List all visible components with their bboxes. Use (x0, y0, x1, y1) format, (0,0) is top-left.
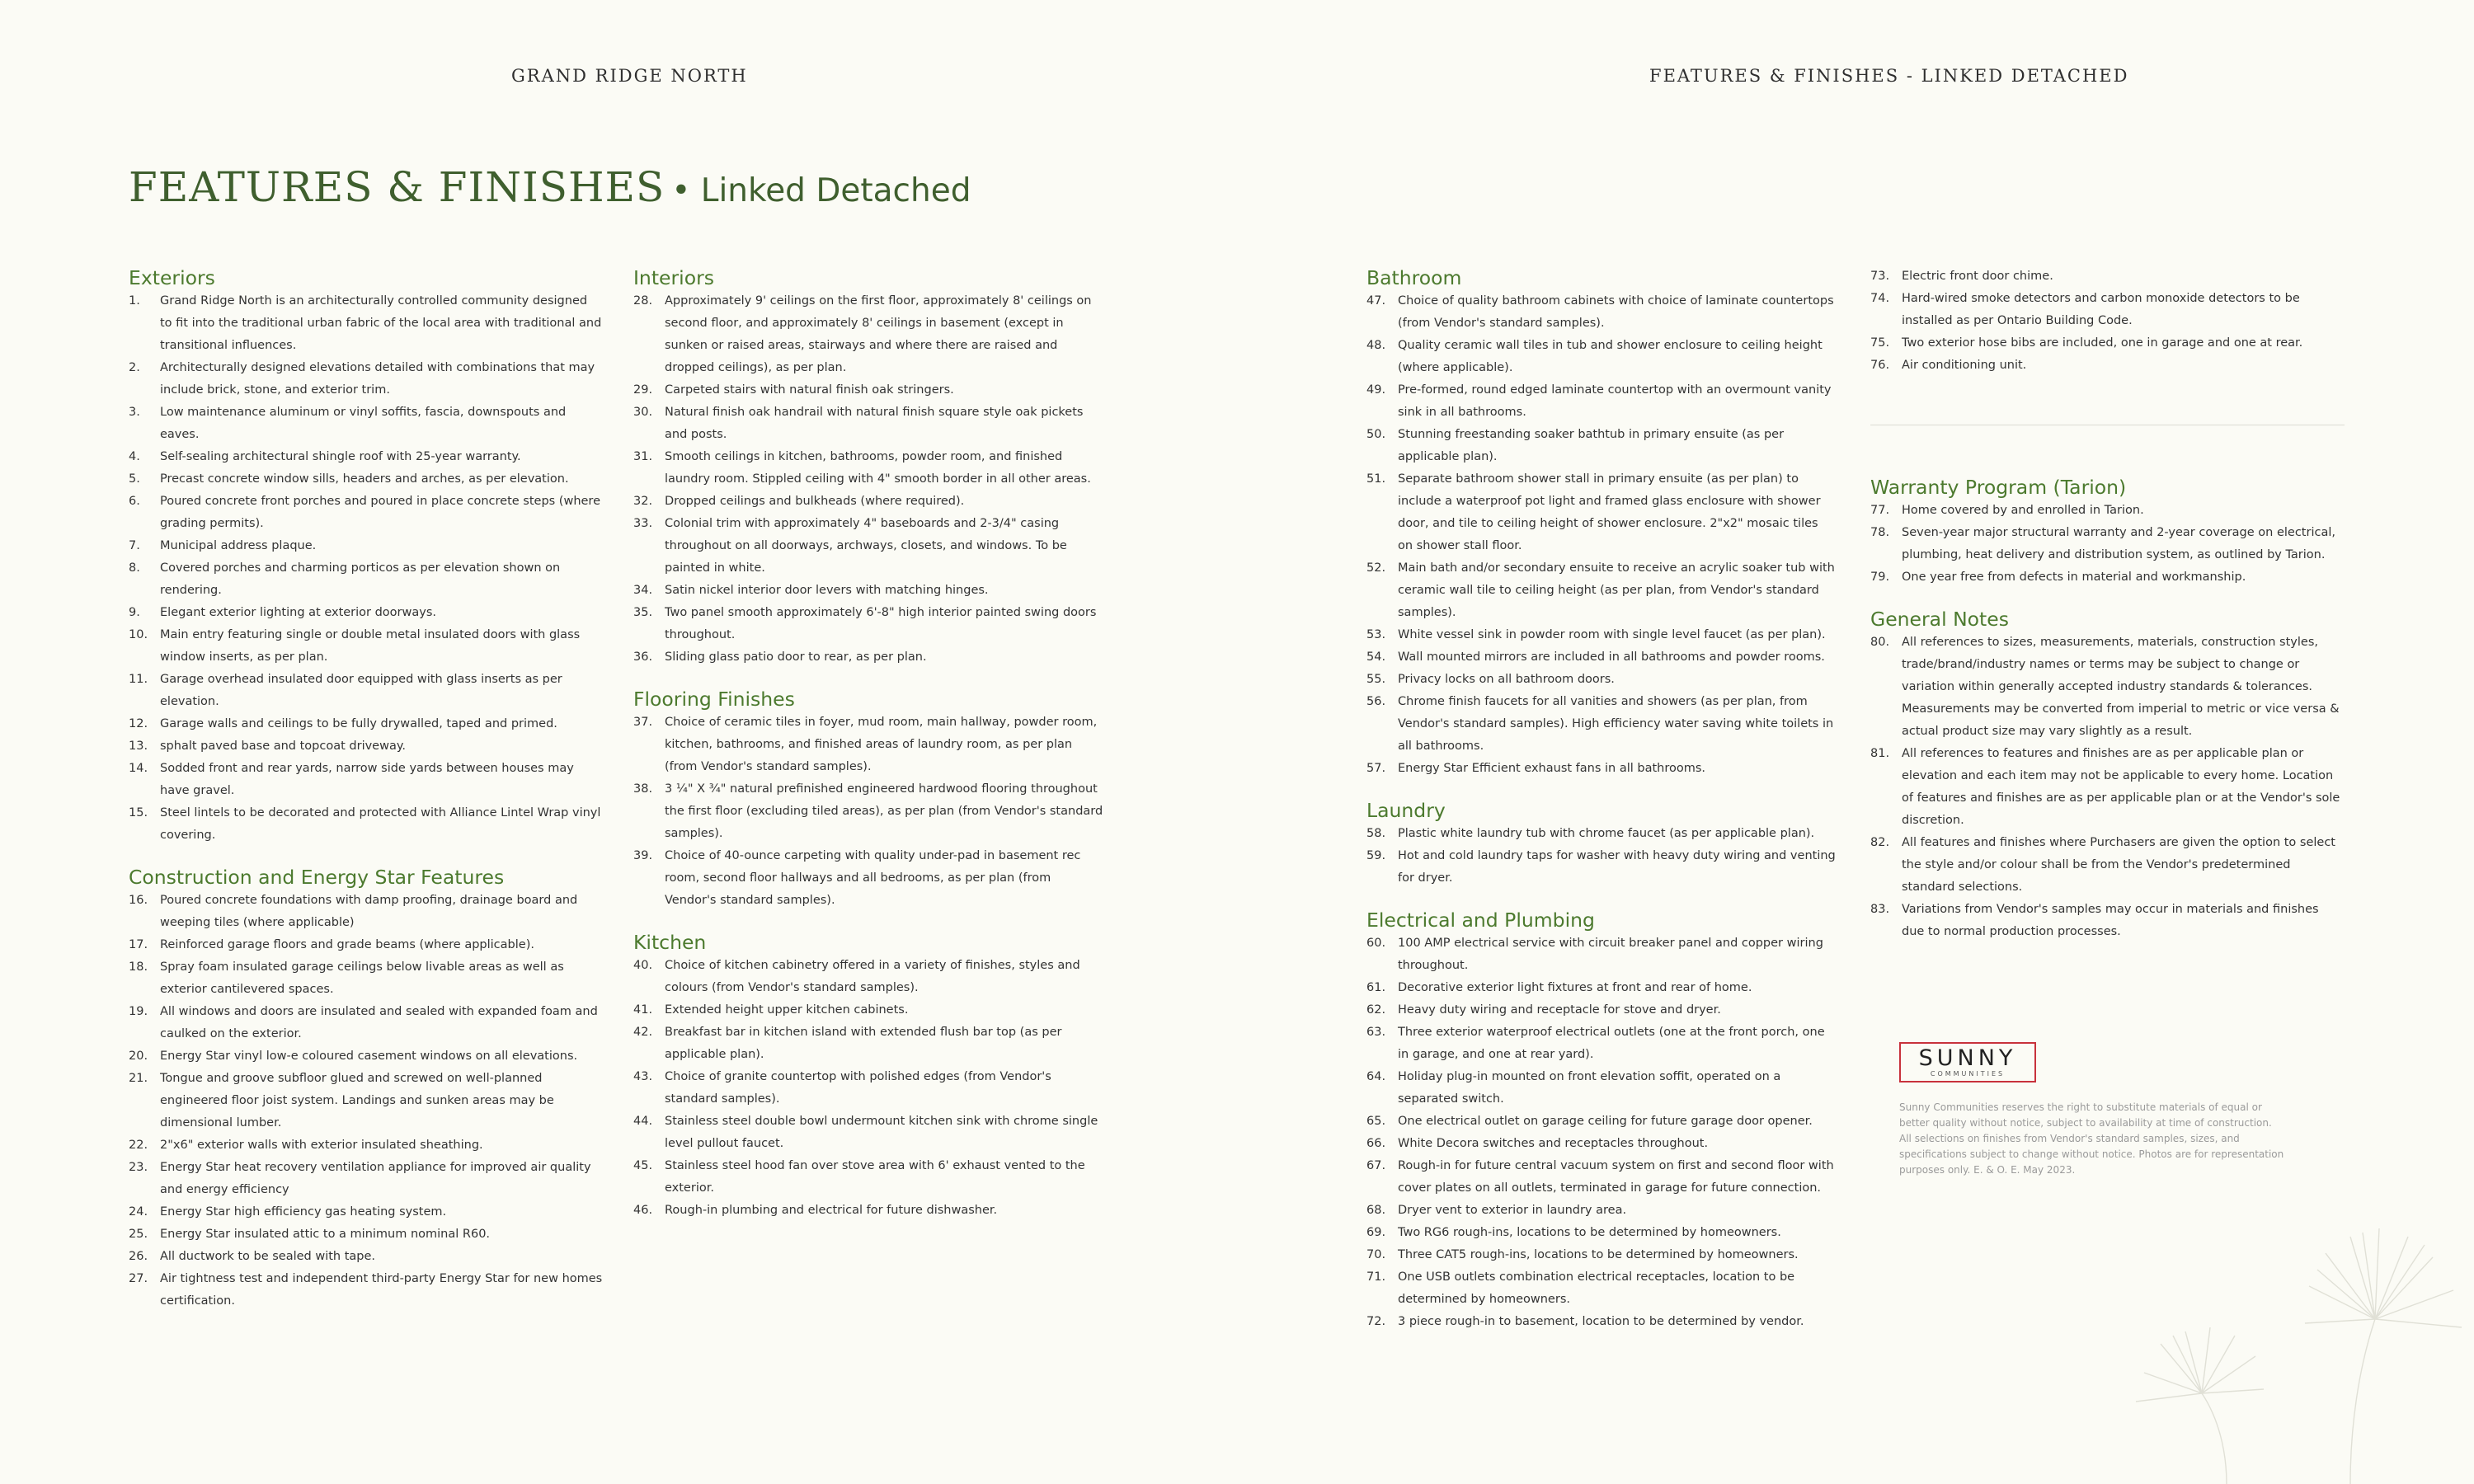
item-number: 43. (633, 1070, 653, 1083)
item-number: 22. (129, 1139, 148, 1152)
item-number: 6. (129, 495, 140, 508)
running-header-left: GRAND RIDGE NORTH (511, 66, 748, 86)
list-item (1366, 758, 1837, 780)
item-text: Energy Star Efficient exhaust fans in all bathrooms. (1398, 762, 1706, 775)
item-number: 50. (1366, 428, 1386, 441)
list-item (1366, 1311, 1837, 1333)
list-item (129, 1001, 603, 1045)
item-number: 76. (1870, 359, 1890, 372)
item-text: sphalt paved base and topcoat driveway. (160, 740, 406, 753)
list-item (129, 1246, 603, 1268)
item-number: 38. (633, 782, 653, 796)
item-text: Main entry featuring single or double metal insulated doors with glass window inserts, as per plan. (160, 628, 581, 664)
list-item (1870, 288, 2345, 332)
list-item (633, 1200, 1103, 1222)
item-number: 23. (129, 1161, 148, 1174)
list-item (1366, 646, 1837, 669)
item-number: 15. (129, 806, 148, 819)
item-text: One USB outlets combination electrical receptacles, location to be determined by homeowners. (1398, 1270, 1795, 1306)
item-list (129, 290, 603, 847)
item-list (633, 290, 1103, 669)
section-electrical (1366, 908, 1837, 1333)
list-item (129, 1223, 603, 1246)
item-number: 60. (1366, 937, 1386, 950)
item-number: 28. (633, 294, 653, 308)
list-item (1870, 355, 2345, 377)
list-item (129, 1268, 603, 1313)
title-sub: • Linked Detached (671, 172, 971, 209)
list-item (129, 491, 603, 535)
item-number: 3. (129, 406, 140, 419)
section-heading: General Notes (1870, 608, 2009, 631)
item-number: 17. (129, 938, 148, 951)
item-text: Garage walls and ceilings to be fully drywalled, taped and primed. (160, 717, 557, 730)
item-number: 80. (1870, 636, 1890, 649)
list-item (633, 955, 1103, 999)
item-text: Air tightness test and independent third-party Energy Star for new homes certification. (160, 1272, 603, 1308)
list-item (633, 845, 1103, 912)
item-number: 26. (129, 1250, 148, 1263)
section-heading: Construction and Energy Star Features (129, 866, 505, 889)
item-number: 10. (129, 628, 148, 641)
item-number: 14. (129, 762, 148, 775)
item-number: 37. (633, 716, 653, 729)
item-number: 1. (129, 294, 140, 308)
item-list (129, 890, 603, 1313)
list-item (633, 580, 1103, 602)
item-number: 78. (1870, 526, 1890, 539)
item-text: Satin nickel interior door levers with matching hinges. (665, 584, 989, 597)
item-text: Sliding glass patio door to rear, as per plan. (665, 650, 927, 664)
item-text: Holiday plug-in mounted on front elevation soffit, operated on a separated switch. (1398, 1070, 1781, 1106)
item-text: Garage overhead insulated door equipped with glass inserts as per elevation. (160, 673, 562, 708)
list-item (633, 290, 1103, 379)
column-2 (633, 265, 1103, 1240)
item-number: 47. (1366, 294, 1386, 308)
list-item (633, 491, 1103, 513)
list-item (1366, 468, 1837, 557)
item-text: Energy Star heat recovery ventilation appliance for improved air quality and energy efficiency (160, 1161, 591, 1196)
item-number: 42. (633, 1026, 653, 1039)
item-number: 77. (1870, 504, 1890, 517)
list-item (129, 624, 603, 669)
item-text: Choice of kitchen cabinetry offered in a variety of finishes, styles and colours (from Vendor's standard samples). (665, 959, 1080, 994)
item-number: 36. (633, 650, 653, 664)
item-number: 64. (1366, 1070, 1386, 1083)
item-number: 75. (1870, 336, 1890, 350)
list-item (1366, 977, 1837, 999)
dandelion-illustration-icon (2078, 1154, 2474, 1484)
item-text: Extended height upper kitchen cabinets. (665, 1003, 909, 1017)
item-text: Air conditioning unit. (1902, 359, 2027, 372)
list-item (633, 1021, 1103, 1066)
item-text: Chrome finish faucets for all vanities and showers (as per plan, from Vendor's standard samples). High efficiency water saving white toilets in all bathrooms. (1398, 695, 1834, 753)
item-text: Separate bathroom shower stall in primary ensuite (as per plan) to include a waterproof pot light and framed glass enclosure with shower door, and tile to ceiling height of shower enclosure. 2"x2" mosaic tiles on shower stall floor. (1398, 472, 1821, 552)
item-text: Natural finish oak handrail with natural finish square style oak pickets and posts. (665, 406, 1084, 441)
list-item (129, 602, 603, 624)
section-heading: Kitchen (633, 931, 707, 954)
list-item (129, 735, 603, 758)
item-list (633, 711, 1103, 912)
item-number: 68. (1366, 1204, 1386, 1217)
list-item (129, 1134, 603, 1157)
section-heading: Electrical and Plumbing (1366, 909, 1595, 932)
item-list (1870, 500, 2345, 589)
item-text: Heavy duty wiring and receptacle for stove and dryer. (1398, 1003, 1721, 1017)
list-item (633, 446, 1103, 491)
item-number: 55. (1366, 673, 1386, 686)
item-text: Seven-year major structural warranty and 2-year coverage on electrical, plumbing, heat delivery and distribution system, as outlined by Tarion. (1902, 526, 2335, 561)
item-number: 27. (129, 1272, 148, 1285)
section-kitchen (633, 930, 1103, 1222)
item-text: All features and finishes where Purchasers are given the option to select the style and/or colour shall be from the Vendor's predetermined standard selections. (1902, 836, 2335, 894)
list-item (129, 468, 603, 491)
list-item (1366, 557, 1837, 624)
list-item (633, 1111, 1103, 1155)
item-number: 41. (633, 1003, 653, 1017)
list-item (1366, 1111, 1837, 1133)
item-text: Choice of 40-ounce carpeting with quality under-pad in basement rec room, second floor hallways and all bedrooms, as per plan (from Vendor's standard samples). (665, 849, 1081, 907)
item-text: Poured concrete foundations with damp proofing, drainage board and weeping tiles (where applicable) (160, 894, 578, 929)
list-item (633, 1066, 1103, 1111)
item-number: 51. (1366, 472, 1386, 486)
item-text: Stainless steel double bowl undermount kitchen sink with chrome single level pullout faucet. (665, 1115, 1098, 1150)
list-item (129, 1045, 603, 1068)
item-text: Carpeted stairs with natural finish oak stringers. (665, 383, 954, 397)
item-text: Dropped ceilings and bulkheads (where required). (665, 495, 965, 508)
item-text: Self-sealing architectural shingle roof with 25-year warranty. (160, 450, 521, 463)
section-interiors (633, 265, 1103, 669)
section-heading: Flooring Finishes (633, 688, 795, 711)
list-item (129, 713, 603, 735)
item-text: One year free from defects in material and workmanship. (1902, 571, 2246, 584)
item-text: All windows and doors are insulated and sealed with expanded foam and caulked on the exterior. (160, 1005, 598, 1040)
item-text: 3 piece rough-in to basement, location to be determined by vendor. (1398, 1315, 1804, 1328)
item-text: Colonial trim with approximately 4" baseboards and 2-3/4" casing throughout on all doorways, archways, closets, and windows. To be painted in white. (665, 517, 1067, 575)
item-list (1870, 265, 2345, 377)
item-text: Electric front door chime. (1902, 270, 2053, 283)
item-number: 16. (129, 894, 148, 907)
item-text: Pre-formed, round edged laminate countertop with an overmount vanity sink in all bathrooms. (1398, 383, 1832, 419)
list-item (129, 1068, 603, 1134)
item-number: 45. (633, 1159, 653, 1172)
list-item (129, 1157, 603, 1201)
logo-sub-text: COMMUNITIES (1930, 1070, 2006, 1078)
item-number: 65. (1366, 1115, 1386, 1128)
list-item (129, 758, 603, 802)
item-number: 12. (129, 717, 148, 730)
item-number: 73. (1870, 270, 1890, 283)
list-item (129, 557, 603, 602)
item-number: 66. (1366, 1137, 1386, 1150)
list-item (129, 290, 603, 357)
item-text: Stainless steel hood fan over stove area with 6' exhaust vented to the exterior. (665, 1159, 1085, 1195)
item-number: 35. (633, 606, 653, 619)
list-item (129, 446, 603, 468)
column-1 (129, 265, 603, 1331)
list-item (1366, 1155, 1837, 1200)
item-list (1366, 290, 1837, 780)
item-number: 19. (129, 1005, 148, 1018)
column-4 (1870, 265, 2345, 961)
page-title (129, 163, 971, 211)
item-number: 40. (633, 959, 653, 972)
item-text: Precast concrete window sills, headers and arches, as per elevation. (160, 472, 569, 486)
item-text: Three CAT5 rough-ins, locations to be determined by homeowners. (1398, 1248, 1799, 1261)
item-number: 49. (1366, 383, 1386, 397)
item-text: Hot and cold laundry taps for washer with heavy duty wiring and venting for dryer. (1398, 849, 1836, 885)
list-item (1366, 1021, 1837, 1066)
item-text: 3 ¼" X ¾" natural prefinished engineered hardwood flooring throughout the first floor (excluding tiled areas), as per plan (from Vendor's standard samples). (665, 782, 1103, 840)
item-number: 58. (1366, 827, 1386, 840)
item-number: 21. (129, 1072, 148, 1085)
item-number: 72. (1366, 1315, 1386, 1328)
list-item (129, 802, 603, 847)
item-number: 33. (633, 517, 653, 530)
item-text: Sodded front and rear yards, narrow side yards between houses may have gravel. (160, 762, 574, 797)
section-exteriors (129, 265, 603, 847)
list-item (1366, 1266, 1837, 1311)
item-text: 100 AMP electrical service with circuit breaker panel and copper wiring throughout. (1398, 937, 1823, 972)
item-number: 24. (129, 1205, 148, 1219)
item-number: 5. (129, 472, 140, 486)
list-item (1870, 899, 2345, 943)
item-text: Main bath and/or secondary ensuite to receive an acrylic soaker tub with ceramic wall tile to ceiling height (as per plan, from Vendor's standard samples). (1398, 561, 1835, 619)
item-number: 34. (633, 584, 653, 597)
item-text: 2"x6" exterior walls with exterior insulated sheathing. (160, 1139, 483, 1152)
list-item (633, 402, 1103, 446)
list-item (129, 402, 603, 446)
item-number: 83. (1870, 903, 1890, 916)
list-item (1366, 845, 1837, 890)
item-number: 2. (129, 361, 140, 374)
item-number: 13. (129, 740, 148, 753)
item-number: 53. (1366, 628, 1386, 641)
list-item (633, 1155, 1103, 1200)
list-item (633, 778, 1103, 845)
item-text: Elegant exterior lighting at exterior doorways. (160, 606, 437, 619)
running-header-right: FEATURES & FINISHES - LINKED DETACHED (1649, 66, 2129, 86)
item-number: 30. (633, 406, 653, 419)
title-main: FEATURES & FINISHES (129, 163, 666, 211)
item-text: Dryer vent to exterior in laundry area. (1398, 1204, 1627, 1217)
list-item (1366, 1222, 1837, 1244)
item-text: White Decora switches and receptacles throughout. (1398, 1137, 1709, 1150)
item-text: Choice of granite countertop with polished edges (from Vendor's standard samples). (665, 1070, 1051, 1106)
item-text: Energy Star insulated attic to a minimum nominal R60. (160, 1228, 491, 1241)
item-number: 62. (1366, 1003, 1386, 1017)
list-item (1870, 500, 2345, 522)
item-number: 29. (633, 383, 653, 397)
list-item (633, 999, 1103, 1021)
section-laundry (1366, 798, 1837, 890)
item-number: 8. (129, 561, 140, 575)
item-number: 71. (1366, 1270, 1386, 1284)
item-number: 63. (1366, 1026, 1386, 1039)
item-number: 46. (633, 1204, 653, 1217)
item-text: Plastic white laundry tub with chrome faucet (as per applicable plan). (1398, 827, 1815, 840)
item-list (633, 955, 1103, 1222)
list-item (129, 1201, 603, 1223)
item-number: 82. (1870, 836, 1890, 849)
item-text: Home covered by and enrolled in Tarion. (1902, 504, 2144, 517)
item-text: Breakfast bar in kitchen island with extended flush bar top (as per applicable plan). (665, 1026, 1062, 1061)
item-text: Quality ceramic wall tiles in tub and shower enclosure to ceiling height (where applicable). (1398, 339, 1823, 374)
item-text: Variations from Vendor's samples may occur in materials and finishes due to normal production processes. (1902, 903, 2319, 938)
item-text: Steel lintels to be decorated and protected with Alliance Lintel Wrap vinyl covering. (160, 806, 601, 842)
item-number: 39. (633, 849, 653, 862)
item-text: Wall mounted mirrors are included in all bathrooms and powder rooms. (1398, 650, 1825, 664)
section-general-notes (1870, 607, 2345, 943)
section-heading: Warranty Program (Tarion) (1870, 476, 2127, 499)
list-item (1366, 999, 1837, 1021)
list-item (1870, 566, 2345, 589)
item-number: 25. (129, 1228, 148, 1241)
section-misc (1870, 265, 2345, 377)
item-text: Energy Star high efficiency gas heating system. (160, 1205, 447, 1219)
item-text: Approximately 9' ceilings on the first floor, approximately 8' ceilings on second floor, and approximately 8' ceilings in basement (except in sunken or raised areas, stairways and where there are raised and dropped ceilings), as per plan. (665, 294, 1092, 374)
item-number: 61. (1366, 981, 1386, 994)
list-item (129, 535, 603, 557)
item-number: 44. (633, 1115, 653, 1128)
item-text: Energy Star vinyl low-e coloured casement windows on all elevations. (160, 1050, 578, 1063)
section-construction (129, 865, 603, 1313)
item-number: 11. (129, 673, 148, 686)
item-text: Tongue and groove subfloor glued and screwed on well-planned engineered floor joist system. Landings and sunken areas may be dimensional lumber. (160, 1072, 554, 1129)
list-item (129, 357, 603, 402)
item-text: Grand Ridge North is an architecturally controlled community designed to fit into the traditional urban fabric of the local area with traditional and transitional influences. (160, 294, 602, 352)
list-item (1870, 832, 2345, 899)
list-item (129, 956, 603, 1001)
item-number: 48. (1366, 339, 1386, 352)
list-item (1870, 743, 2345, 832)
item-number: 59. (1366, 849, 1386, 862)
list-item (1366, 823, 1837, 845)
item-number: 20. (129, 1050, 148, 1063)
list-item (1366, 335, 1837, 379)
list-item (1366, 1133, 1837, 1155)
item-number: 67. (1366, 1159, 1386, 1172)
item-number: 57. (1366, 762, 1386, 775)
item-list (1870, 632, 2345, 943)
section-heading: Bathroom (1366, 266, 1462, 289)
list-item (1366, 290, 1837, 335)
list-item (1870, 332, 2345, 355)
list-item (129, 890, 603, 934)
item-text: Smooth ceilings in kitchen, bathrooms, powder room, and finished laundry room. Stippled ceiling with 4" smooth border in all other areas. (665, 450, 1091, 486)
list-item (1366, 1244, 1837, 1266)
item-text: Spray foam insulated garage ceilings below livable areas as well as exterior cantilevered spaces. (160, 960, 564, 996)
list-item (1870, 522, 2345, 566)
item-text: Stunning freestanding soaker bathtub in primary ensuite (as per applicable plan). (1398, 428, 1785, 463)
column-3 (1366, 265, 1837, 1351)
item-number: 74. (1870, 292, 1890, 305)
list-item (1870, 265, 2345, 288)
item-number: 70. (1366, 1248, 1386, 1261)
item-text: Rough-in for future central vacuum system on first and second floor with cover plates on all outlets, terminated in garage for future connection. (1398, 1159, 1834, 1195)
list-item (1366, 1066, 1837, 1111)
item-number: 4. (129, 450, 140, 463)
item-number: 7. (129, 539, 140, 552)
sunny-communities-logo (1899, 1042, 2036, 1082)
section-bathroom (1366, 265, 1837, 780)
item-text: Covered porches and charming porticos as per elevation shown on rendering. (160, 561, 561, 597)
list-item (1870, 632, 2345, 743)
item-text: White vessel sink in powder room with single level faucet (as per plan). (1398, 628, 1826, 641)
section-warranty (1870, 475, 2345, 589)
item-number: 9. (129, 606, 140, 619)
disclaimer-text: Sunny Communities reserves the right to substitute materials of equal or better quality without notice, subject to availability at time of construction. All selections on finishes from Vendor's standard samples, sizes, and specifications subject to change without notice. Photos are for representation purposes only. E. & O. E. May 2023. (1899, 1101, 2284, 1176)
item-text: Three exterior waterproof electrical outlets (one at the front porch, one in garage, and one at rear yard). (1398, 1026, 1825, 1061)
section-flooring (633, 687, 1103, 912)
item-text: All references to features and finishes are as per applicable plan or elevation and each item may not be applicable to every home. Location of features and finishes are as per applicable plan or at the Vendor's sole discretion. (1902, 747, 2340, 827)
item-text: Choice of ceramic tiles in foyer, mud room, main hallway, powder room, kitchen, bathrooms, and finished areas of laundry room, as per plan (from Vendor's standard samples). (665, 716, 1098, 773)
section-heading: Exteriors (129, 266, 215, 289)
item-text: Hard-wired smoke detectors and carbon monoxide detectors to be installed as per Ontario Building Code. (1902, 292, 2300, 327)
section-heading: Interiors (633, 266, 714, 289)
item-text: Two exterior hose bibs are included, one in garage and one at rear. (1902, 336, 2303, 350)
item-text: Low maintenance aluminum or vinyl soffits, fascia, downspouts and eaves. (160, 406, 567, 441)
item-text: Choice of quality bathroom cabinets with choice of laminate countertops (from Vendor's standard samples). (1398, 294, 1834, 330)
item-text: Reinforced garage floors and grade beams (where applicable). (160, 938, 534, 951)
list-item (1366, 424, 1837, 468)
item-text: Poured concrete front porches and poured in place concrete steps (where grading permits). (160, 495, 601, 530)
item-text: Privacy locks on all bathroom doors. (1398, 673, 1615, 686)
list-item (129, 934, 603, 956)
item-text: Municipal address plaque. (160, 539, 317, 552)
item-list (1366, 823, 1837, 890)
list-item (633, 513, 1103, 580)
list-item (1366, 691, 1837, 758)
list-item (1366, 379, 1837, 424)
item-list (1366, 932, 1837, 1333)
item-text: Two RG6 rough-ins, locations to be determined by homeowners. (1398, 1226, 1781, 1239)
list-item (1366, 669, 1837, 691)
list-item (1366, 1200, 1837, 1222)
item-number: 81. (1870, 747, 1890, 760)
item-number: 69. (1366, 1226, 1386, 1239)
list-item (1366, 624, 1837, 646)
item-text: One electrical outlet on garage ceiling for future garage door opener. (1398, 1115, 1813, 1128)
item-number: 32. (633, 495, 653, 508)
list-item (633, 646, 1103, 669)
item-text: Architecturally designed elevations detailed with combinations that may include brick, stone, and exterior trim. (160, 361, 595, 397)
list-item (129, 669, 603, 713)
item-text: All references to sizes, measurements, materials, construction styles, trade/brand/industry names or terms may be subject to change or variation within generally accepted industry standards & tolerances. Measurements may be converted from imperial to metric or vice versa & actual product size may vary slightly as a result. (1902, 636, 2340, 738)
item-number: 56. (1366, 695, 1386, 708)
item-number: 52. (1366, 561, 1386, 575)
item-number: 18. (129, 960, 148, 974)
list-item (1366, 932, 1837, 977)
item-text: Two panel smooth approximately 6'-8" high interior painted swing doors throughout. (665, 606, 1097, 641)
list-item (633, 711, 1103, 778)
item-number: 31. (633, 450, 653, 463)
item-number: 54. (1366, 650, 1386, 664)
item-number: 79. (1870, 571, 1890, 584)
list-item (633, 602, 1103, 646)
item-text: Rough-in plumbing and electrical for future dishwasher. (665, 1204, 998, 1217)
list-item (633, 379, 1103, 402)
item-text: All ductwork to be sealed with tape. (160, 1250, 376, 1263)
logo-main-text: SUNNY (1918, 1045, 2017, 1071)
item-text: Decorative exterior light fixtures at front and rear of home. (1398, 981, 1752, 994)
section-heading: Laundry (1366, 799, 1446, 822)
